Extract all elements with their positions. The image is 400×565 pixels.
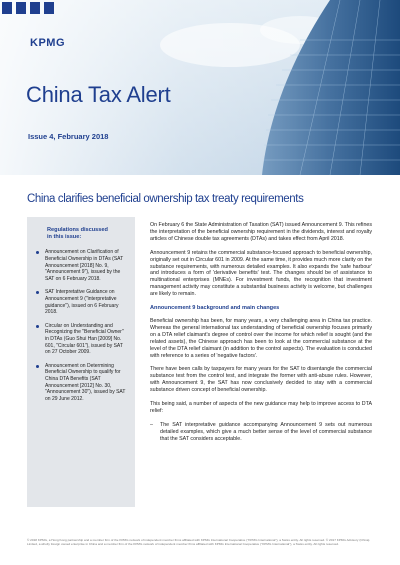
legal-footer: © 2018 KPMG, a Hong Kong partnership and a member firm of the KPMG network of independent member firms affiliated with KPMG International Cooperative ("KPMG International"), a Swiss entity. All rights reserved. © 2017 KPMG Advisory (China) Limited, a wholly foreign owned enterprise in China and a member firm of the KPMG network of independent member firms affiliated with KPMG International Cooperative ("KPMG International"), a Swiss entity. All rights reserved. xyxy=(27,538,370,547)
paragraph-intro: On February 6 the State Administration of Taxation (SAT) issued Announcement 9. This refines the interpretation of the beneficial ownership requirement in the dividends, interest and royalty articles of Chinese double tax agreements (DTAs) and takes effect from April 2018. xyxy=(150,222,372,242)
dash-bullet: – The SAT interpretative guidance accompanying Announcement 9 sets out numerous detailed examples, which give a much better sense of the level of commercial substance that the SAT considers acceptable. xyxy=(150,422,372,443)
article-body xyxy=(150,222,372,450)
logo-wordmark: KPMG xyxy=(30,37,65,49)
page-title: China Tax Alert xyxy=(26,82,171,107)
list-item: SAT Interpretative Guidance on Announcement 9 ("interpretative guidance"), issued on 6 February 2018. xyxy=(35,289,127,315)
list-item: Announcement on Determining Beneficial Ownership to qualify for China DTA Benefits (SAT Announcement [2012] No. 30, "Announcement 30"), issued by SAT on 29 June 2012. xyxy=(35,363,127,403)
section-heading: Announcement 9 background and main changes xyxy=(150,305,280,312)
paragraph-background: Beneficial ownership has been, for many years, a very challenging area in China tax practice. Whereas the general international tax understanding of beneficial ownership focuses primarily on a DTA relief claimant's degree of control over the income for which relief is sought (and the related assets), the Chinese approach has been to look at the commercial substance at the level of the DTA relief claimant (in addition to the control aspects). The evaluation is conducted with reference to a series of 'negative factors'. xyxy=(150,317,372,359)
header-banner xyxy=(0,0,400,175)
paragraph-aspects: This being said, a number of aspects of the new guidance may help to improve access to DTA relief: xyxy=(150,401,372,414)
paragraph-calls: There have been calls by taxpayers for many years for the SAT to disentangle the commercial substance test from the control test, and integrate the former with anti-abuse rules. However, with Announcement 9, the SAT has now conclusively decided to stay with a commercial substance driven concept of beneficial ownership. xyxy=(150,366,372,394)
list-item: Circular on Understanding and Recognizing the "Beneficial Owner" in DTAs (Guo Shui Han [2009] No. 601, "Circular 601"), issued by SAT on 27 October 2009. xyxy=(35,323,127,356)
sidebar-heading-line2: in this issue: xyxy=(47,234,82,241)
kpmg-logo xyxy=(0,0,62,34)
issue-date: Issue 4, February 2018 xyxy=(28,132,109,141)
regulations-list xyxy=(35,249,127,402)
list-item: Announcement on Clarification of Beneficial Ownership in DTAs (SAT Announcement [2018] No. 9, "Announcement 9"), issued by the SAT on 6 February 2018. xyxy=(35,249,127,282)
regulations-sidebar xyxy=(27,217,135,507)
sidebar-heading-line1: Regulations discussed xyxy=(47,227,108,233)
paragraph-overview: Announcement 9 retains the commercial substance-focused approach to beneficial ownership, originally set out in Circular 601 in 2009. At the same time, it provides much more clarity on the substance requirements, with numerous detailed examples. It also expands the 'safe harbour' and introduces a form of 'derivative benefits' test. The changes should be of assistance to multinational enterprises (MNEs). For investment funds, the recognition that investment management activity may constitute a substantial business activity is welcome, but challenges are likely to remain. xyxy=(150,249,372,298)
sidebar-heading xyxy=(47,227,127,241)
article-headline: China clarifies beneficial ownership tax treaty requirements xyxy=(27,193,304,205)
